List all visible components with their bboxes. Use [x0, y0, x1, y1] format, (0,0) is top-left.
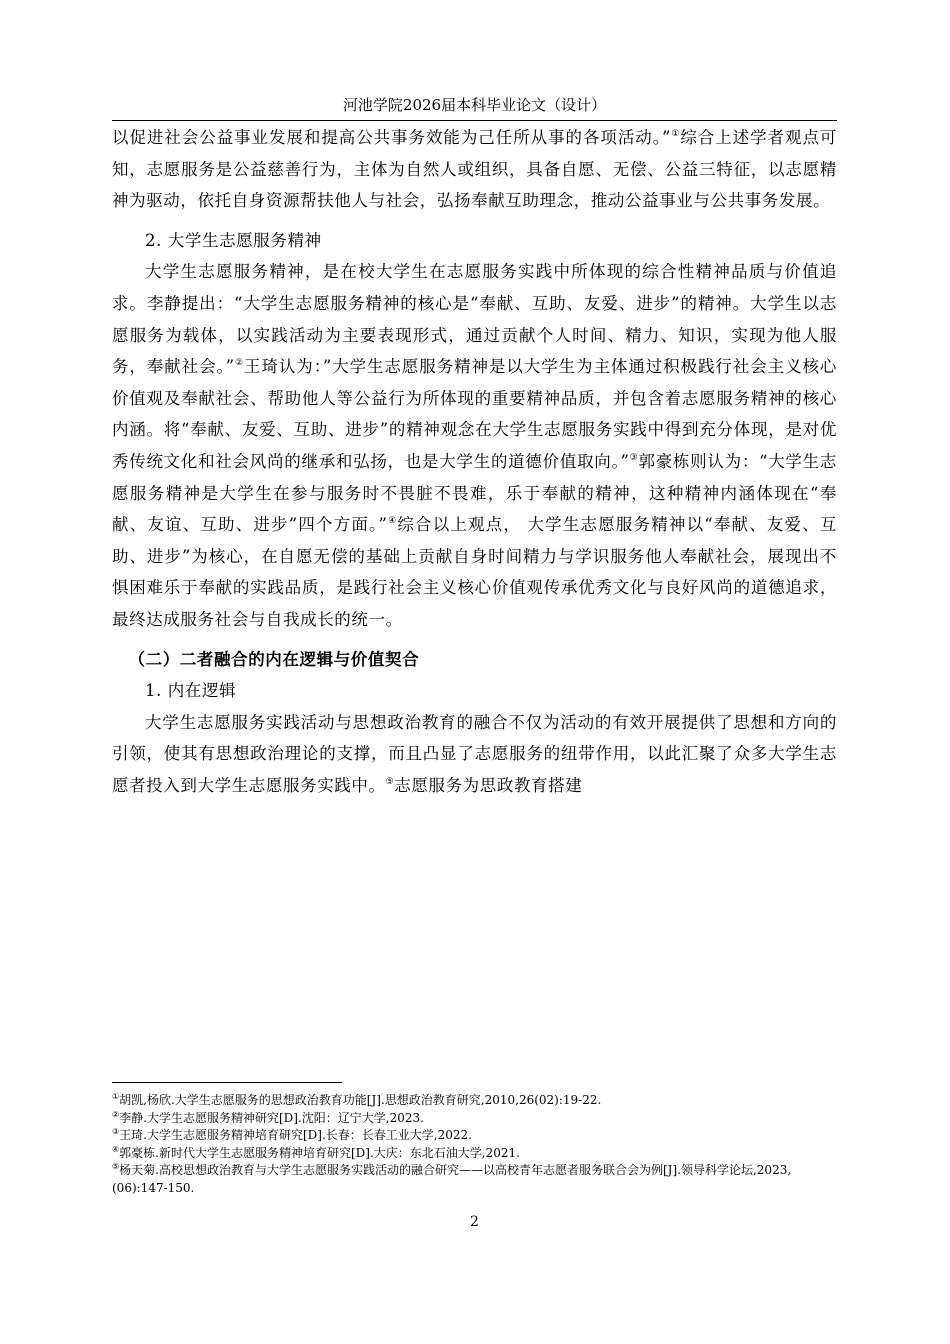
paragraph-text: 以促进社会公益事业发展和提高公共事务效能为己任所从事的各项活动。”: [112, 128, 671, 147]
section-title: （二）二者融合的内在逻辑与价值契合: [128, 649, 420, 669]
footnote-ref: ②: [234, 358, 245, 369]
paragraph-text: 志愿服务为思政教育搭建: [394, 775, 583, 795]
footnote-ref: ④: [387, 516, 398, 527]
footnote: [112, 1110, 837, 1128]
paragraph-text: 综合上述学者观点可知，志愿服务是公益慈善行为，主体为自然人或组织，具备自愿、无偿、公益三特征，以志愿精神为驱动，依托自身资源帮扶他人与社会，弘扬奉献互助理念，推动公益事业与公共事务发展。: [112, 128, 837, 211]
subsection-title-volunteer-spirit: 2. 大学生志愿服务精神: [145, 230, 322, 250]
subsection-title-inner-logic: 1. 内在逻辑: [145, 681, 237, 701]
paragraph-volunteer-spirit: [112, 256, 837, 635]
paragraph-text: 郭豪栋则认为：“大学生志愿服务精神是大学生在参与服务时不畏脏不畏难，乐于奉献的精神，这种精神内涵体现在“奉献、友谊、互助、进步”四个方面。”: [112, 451, 837, 535]
paragraph-text: 大学生志愿服务精神，是在校大学生在志愿服务实践中所体现的综合性精神品质与价值追求。李静提出：“大学生志愿服务精神的核心是“奉献、互助、友爱、进步”的精神。大学生以志愿服务为载体，以实践活动为主要表现形式，通过贡献个人时间、精力、知识，实现为他人服务，奉献社会。”: [112, 262, 837, 377]
footnote-ref: ③: [629, 452, 639, 463]
footnote-rule: [112, 1082, 342, 1083]
footnote-mark: ④: [112, 1144, 120, 1154]
footnote-ref: ①: [670, 129, 681, 139]
body-text: [112, 122, 837, 801]
footnote-mark: ③: [112, 1127, 120, 1136]
paragraph-text: 王琦认为：”大学生志愿服务精神是以大学生为主体通过积极践行社会主义核心价值观及奉献社会、帮助他人等公益行为所体现的重要精神品质，并包含着志愿服务精神的核心内涵。将“奉献、友爱、互助、进步”的精神观念在大学生志愿服务实践中得到充分体现，是对优秀传统文化和社会风尚的继承和弘扬，也是大学生的道德价值取向。”: [112, 357, 838, 471]
footnote-mark: ①: [112, 1092, 120, 1101]
footnote: [112, 1092, 837, 1110]
footnote-text: 郭豪栋.新时代大学生志愿服务精神培育研究[D].大庆：东北石油大学,2021.: [119, 1145, 520, 1160]
footnote: [112, 1127, 837, 1145]
footnote-mark: ②: [112, 1109, 120, 1119]
footnotes: [112, 1092, 837, 1197]
paragraph-volunteer-service-summary: [112, 122, 837, 217]
footnote-ref: ⑤: [385, 776, 395, 787]
footnote-text: 胡凯,杨欣.大学生志愿服务的思想政治教育功能[J].思想政治教育研究,2010,26(02):19-22.: [119, 1093, 602, 1107]
footnote: [112, 1162, 837, 1197]
footnote-mark: ⑤: [112, 1162, 120, 1171]
footnote-text: 杨天菊.高校思想政治教育与大学生志愿服务实践活动的融合研究——以高校青年志愿者服务联合会为例[J].领导科学论坛,2023,(06):147-150.: [112, 1163, 792, 1195]
footnote-text: 王琦.大学生志愿服务精神培育研究[D].长春：长春工业大学,2022.: [119, 1128, 472, 1142]
page-header: 河池学院2026届本科毕业论文（设计）: [342, 96, 607, 114]
footnote-text: 李静.大学生志愿服务精神研究[D].沈阳：辽宁大学,2023.: [119, 1110, 424, 1125]
footnote: [112, 1145, 837, 1163]
header-rule: [112, 120, 837, 121]
paragraph-text: 综合以上观点， 大学生志愿服务精神以“奉献、友爱、互助、进步”为核心，在自愿无偿的基础上贡献自身时间精力与学识服务他人奉献社会，展现出不惧困难乐于奉献的实践品质，是践行社会主义核心价值观传承优秀文化与良好风尚的道德追求，最终达成服务社会与自我成长的统一。: [112, 515, 838, 629]
page-number: 2: [470, 1214, 479, 1230]
paragraph-inner-logic: [112, 707, 837, 802]
paragraph-text: 大学生志愿服务实践活动与思想政治教育的融合不仅为活动的有效开展提供了思想和方向的引领，使其有思想政治理论的支撑，而且凸显了志愿服务的纽带作用，以此汇聚了众多大学生志愿者投入到大学生志愿服务实践中。: [112, 712, 837, 795]
